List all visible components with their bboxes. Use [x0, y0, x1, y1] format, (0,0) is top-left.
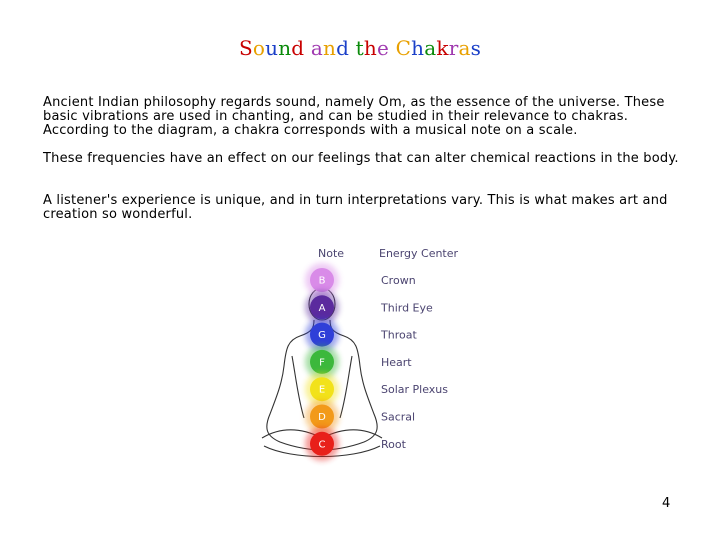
title-letter: a: [458, 36, 471, 60]
title-letter: e: [377, 36, 390, 60]
note-letter: D: [318, 412, 326, 423]
title-letter: k: [436, 36, 449, 60]
slide-title: [0, 36, 720, 60]
page-number: 4: [662, 496, 671, 511]
note-letter: C: [318, 439, 326, 451]
energy-center-label: Third Eye: [381, 301, 433, 315]
energy-center-label: Throat: [381, 328, 417, 342]
note-letter: G: [318, 330, 326, 342]
paragraph-intro: Ancient Indian philosophy regards sound, namely Om, as the essence of the universe. These basic vibrations are used in chanting, and can be studied in their relevance to chakras. According to the diagram, a chakra corresponds with a musical note on a scale.: [43, 95, 665, 138]
energy-center-label: Heart: [381, 355, 412, 369]
title-letter: r: [448, 36, 459, 60]
note-letter: E: [318, 384, 326, 396]
paragraph-frequencies: These frequencies have an effect on our feelings that can alter chemical reactions in the body.: [43, 151, 679, 166]
title-letter: t: [355, 36, 364, 60]
energy-center-header: Energy Center: [379, 247, 459, 260]
title-letter: h: [363, 36, 378, 60]
title-letter: d: [291, 36, 305, 60]
note-header: Note: [318, 247, 345, 260]
title-letter: u: [265, 36, 279, 60]
title-letter: n: [278, 36, 292, 60]
note-letter: F: [319, 357, 325, 369]
title-letter: S: [238, 36, 253, 60]
note-letter: A: [318, 302, 326, 314]
energy-center-label: Root: [381, 437, 406, 451]
chakra-diagram-svg: [252, 238, 472, 470]
title-letter: a: [424, 36, 437, 60]
chakra-diagram: [252, 238, 472, 470]
energy-center-label: Solar Plexus: [381, 383, 449, 397]
title-letter: n: [323, 36, 337, 60]
energy-center-label: Sacral: [381, 410, 416, 424]
note-letter: B: [318, 275, 326, 287]
energy-center-label: Crown: [381, 274, 416, 287]
title-letter: d: [336, 36, 350, 60]
title-letter: o: [252, 36, 266, 60]
title-letter: C: [395, 36, 412, 60]
paragraph-listener: A listener's experience is unique, and in turn interpretations vary. This is what makes art and creation so wonderful.: [43, 193, 668, 222]
title-letter: a: [310, 36, 323, 60]
title-letter: h: [411, 36, 425, 60]
title-letter: s: [470, 36, 482, 60]
